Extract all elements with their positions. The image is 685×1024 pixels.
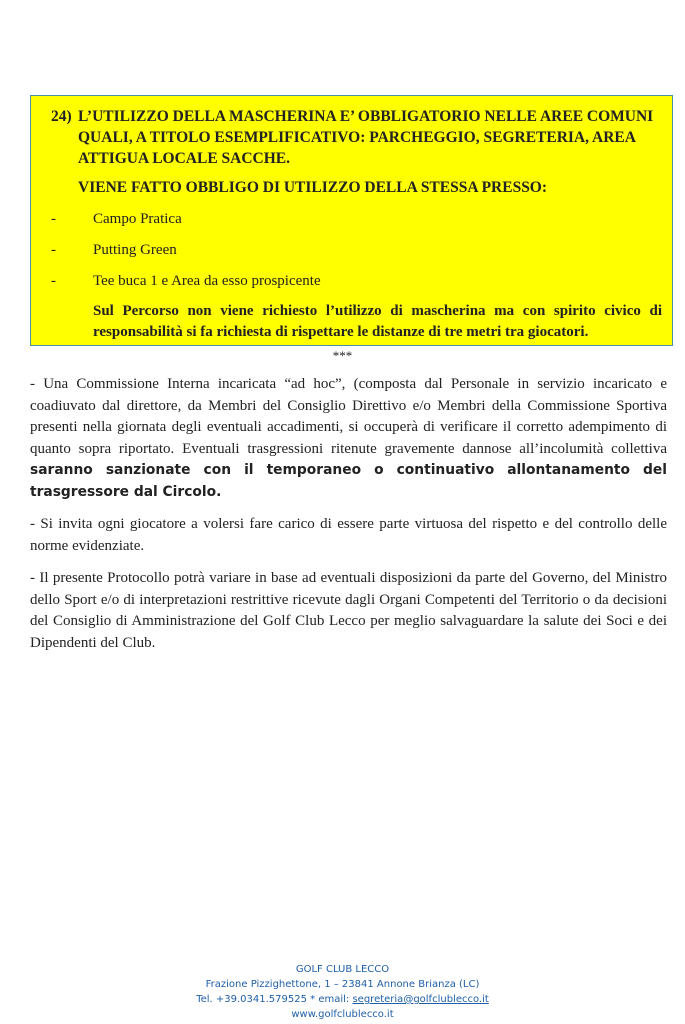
sanction-text: saranno sanzionate con il temporaneo o continuativo allontanamento del trasgressore dal Circolo. [30, 462, 667, 500]
bullet-dash: - [51, 211, 56, 227]
notice-title [51, 106, 662, 169]
list-item [51, 209, 662, 229]
footer-club-name: GOLF CLUB LECCO [295, 964, 390, 975]
list-item-text: Putting Green [93, 242, 177, 258]
list-item [51, 271, 662, 291]
protocol-paragraph: - Il presente Protocollo potrà variare in base ad eventuali disposizioni da parte del Governo, del Ministro dello Sport e/o di interpretazioni restrittive ricevute dagli Organi Competenti del Territorio o da decisioni del Consiglio di Amministrazione del Golf Club Lecco per meglio salvaguardare la salute dei Soci e dei Dipendenti del Club. [30, 570, 667, 651]
commission-text: - Una Commissione Interna incaricata “ad hoc”, (composta dal Personale in servizio incaricato e coadiuvato dal direttore, da Membri del Consiglio Direttivo e/o Membri della Commissione Sportiva presenti nella giornata degli eventuali accadimenti, si occuperà di verificare il corretto adempimento di quanto sopra riportato. Eventuali trasgressioni ritenute gravemente dannose all’incolumità collettiva [30, 376, 667, 457]
footer-website-link[interactable]: www.golfclublecco.it [291, 1009, 394, 1020]
invite-paragraph: - Si invita ogni giocatore a volersi fare carico di essere parte virtuosa del rispetto e del controllo delle norme evidenziate. [30, 516, 667, 554]
notice-course-rule: Sul Percorso non viene richiesto l’utilizzo di mascherina ma con spirito civico di responsabilità si fa richiesta di rispettare le distanze di tre metri tra giocatori. [93, 303, 662, 340]
mask-notice-box [30, 95, 673, 346]
list-item-text: Campo Pratica [93, 211, 182, 227]
notice-number: 24) [51, 108, 72, 125]
bullet-dash: - [51, 242, 56, 258]
list-item [51, 240, 662, 260]
footer-address: Frazione Pizzighettone, 1 – 23841 Annone Brianza (LC) [205, 979, 480, 990]
notice-subtitle: VIENE FATTO OBBLIGO DI UTILIZZO DELLA STESSA PRESSO: [78, 179, 548, 196]
bullet-dash: - [51, 273, 56, 289]
commission-paragraph [30, 374, 667, 503]
notice-title-text: L’UTILIZZO DELLA MASCHERINA E’ OBBLIGATORIO NELLE AREE COMUNI QUALI, A TITOLO ESEMPLIFICATIVO: PARCHEGGIO, SEGRETERIA, AREA ATTIGUA LOCALE SACCHE. [78, 108, 654, 167]
list-item-text: Tee buca 1 e Area da esso prospicente [93, 273, 321, 289]
page-footer [0, 962, 685, 1022]
footer-phone: Tel. +39.0341.579525 * email: [196, 994, 353, 1005]
footer-email-link[interactable]: segreteria@golfclublecco.it [352, 994, 489, 1005]
footer-contacts [0, 992, 685, 1007]
document-body [30, 374, 667, 665]
section-separator: *** [332, 348, 353, 363]
